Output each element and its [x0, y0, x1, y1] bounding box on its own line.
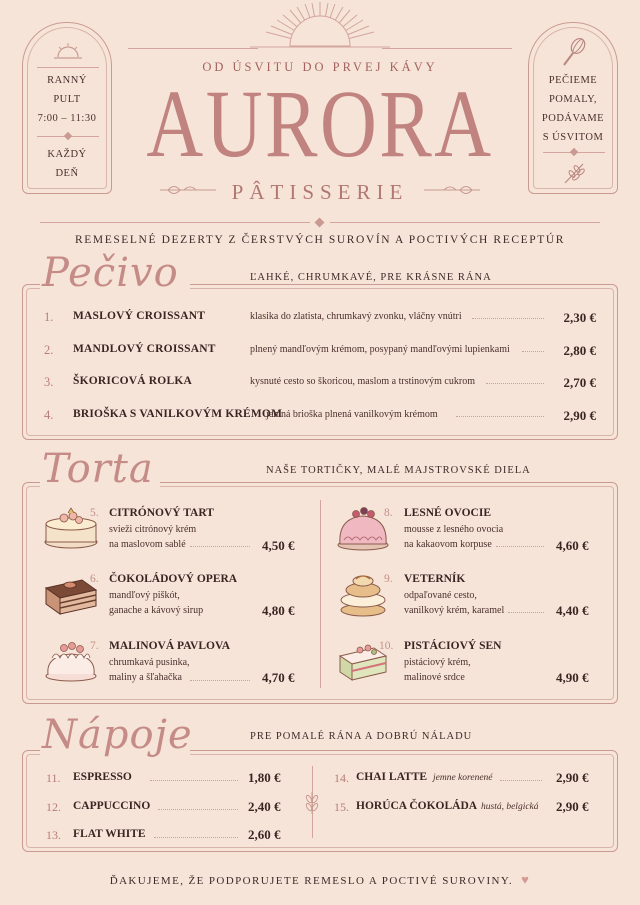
dot-leader — [500, 780, 542, 781]
dot-leader — [486, 383, 544, 384]
dot-leader — [150, 780, 238, 781]
item-price: 1,80 € — [248, 770, 281, 785]
item-name: CHAI LATTE — [356, 771, 428, 783]
item-number: 14. — [334, 771, 349, 785]
sunburst-ornament — [250, 0, 390, 60]
item-number: 5. — [90, 507, 99, 519]
pecivo-subtitle: ĽAHKÉ, CHRUMKAVÉ, PRE KRÁSNE RÁNA — [250, 272, 492, 283]
item-description: ganache a kávový sirup — [109, 605, 204, 616]
item-description: mousse z lesného ovocia — [404, 524, 504, 535]
item-description: svieži citrónový krém — [109, 524, 197, 535]
pecivo-title: Pečivo — [42, 250, 179, 296]
item-price: 4,40 € — [556, 603, 589, 618]
item-name: ČOKOLÁDOVÝ OPERA — [109, 573, 238, 585]
item-description: odpaľované cesto, — [404, 590, 477, 601]
brand-logo: AURORA — [146, 70, 494, 177]
dot-leader — [190, 680, 250, 681]
item-number: 2. — [44, 343, 54, 357]
item-description: na maslovom sablé — [109, 539, 186, 550]
item-name: ESPRESSO — [73, 771, 132, 783]
item-description: malinové srdce — [404, 672, 465, 683]
item-name: MALINOVÁ PAVLOVA — [109, 640, 231, 652]
item-description: klasika do zlatista, chrumkavý zvonku, vláčny vnútri — [250, 311, 462, 322]
sunrise-icon — [52, 41, 84, 61]
motto-line4: S ÚSVITOM — [542, 132, 604, 143]
item-price: 2,80 € — [563, 343, 596, 358]
footer-text: ĎAKUJEME, ŽE PODPORUJETE REMESLO A POCTIVÉ SUROVINY. — [109, 875, 513, 887]
item-description: mandľový piškót, — [109, 590, 180, 601]
torta-title: Torta — [42, 446, 154, 492]
item-description: na kakaovom korpuse — [404, 539, 492, 550]
item-description: chrumkavá pusinka, — [109, 657, 190, 668]
item-name: ŠKORICOVÁ ROLKA — [73, 375, 192, 387]
dot-leader — [154, 837, 238, 838]
hours-label-line1: RANNÝ — [47, 75, 87, 86]
item-price: 2,60 € — [248, 827, 281, 842]
item-price: 2,40 € — [248, 799, 281, 814]
item-number: 9. — [384, 573, 393, 585]
dot-leader — [456, 416, 544, 417]
item-price: 4,90 € — [556, 670, 589, 685]
column-divider — [320, 500, 321, 688]
item-price: 4,60 € — [556, 538, 589, 553]
item-description: maliny a šľahačka — [109, 672, 182, 683]
item-number: 7. — [90, 640, 99, 652]
item-number: 12. — [46, 800, 61, 814]
item-number: 10. — [379, 640, 394, 652]
diamond-icon — [315, 218, 325, 228]
intro-rule-left — [40, 222, 310, 223]
item-name: BRIOŠKA S VANILKOVÝM KRÉMOM — [73, 408, 283, 420]
item-number: 6. — [90, 573, 99, 585]
motto-line1: PEČIEME — [548, 75, 598, 86]
item-price: 4,50 € — [262, 538, 295, 553]
menu-item — [44, 343, 596, 363]
item-price: 2,70 € — [563, 375, 596, 390]
item-name: CITRÓNOVÝ TART — [109, 507, 214, 519]
item-name: HORÚCA ČOKOLÁDA — [356, 800, 478, 812]
item-description: pistáciový krém, — [404, 657, 471, 668]
item-name: PISTÁCIOVÝ SEN — [404, 640, 502, 652]
napoje-title: Nápoje — [42, 712, 193, 758]
item-number: 11. — [46, 771, 61, 785]
dot-leader — [158, 809, 238, 810]
item-name: CAPPUCCINO — [73, 800, 151, 812]
item-description: vanilkový krém, karamel — [404, 605, 505, 616]
item-note: jemne korenené — [433, 773, 493, 783]
item-name: LESNÉ OVOCIE — [404, 507, 492, 519]
menu-item — [44, 375, 596, 395]
napoje-subtitle: PRE POMALÉ RÁNA A DOBRÚ NÁLADU — [250, 731, 473, 742]
tagline: OD ÚSVITU DO PRVEJ KÁVY — [202, 60, 438, 74]
item-number: 4. — [44, 408, 54, 422]
item-price: 2,90 € — [563, 408, 596, 423]
header-rule-left — [128, 48, 258, 49]
item-number: 8. — [384, 507, 393, 519]
item-name: MANDLOVÝ CROISSANT — [73, 343, 216, 355]
footer-thanks — [0, 872, 640, 888]
brand-subtitle: PÂTISSERIE — [231, 180, 409, 204]
item-price: 4,80 € — [262, 603, 295, 618]
heart-icon: ♥ — [521, 872, 531, 887]
menu-item — [44, 408, 596, 428]
item-number: 3. — [44, 375, 54, 389]
right-flourish — [422, 181, 482, 199]
intro-rule-right — [330, 222, 600, 223]
item-price: 4,70 € — [262, 670, 295, 685]
menu-item — [44, 310, 596, 330]
item-description: plnený mandľovým krémom, posypaný mandľovými lupienkami — [250, 344, 510, 355]
hours-label-line2: PULT — [53, 94, 81, 105]
item-note: hustá, belgická — [481, 802, 539, 812]
item-name: FLAT WHITE — [73, 828, 146, 840]
item-price: 2,30 € — [563, 310, 596, 325]
item-price: 2,90 € — [556, 770, 589, 785]
header-rule-right — [382, 48, 512, 49]
item-description: kysnuté cesto so škoricou, maslom a trstinovým cukrom — [250, 376, 475, 387]
dot-leader — [190, 546, 250, 547]
torta-subtitle: NAŠE TORTIČKY, MALÉ MAJSTROVSKÉ DIELA — [266, 465, 531, 476]
dot-leader — [522, 351, 544, 352]
motto-line2: POMALY, — [548, 94, 598, 105]
dot-leader — [472, 318, 544, 319]
item-name: VETERNÍK — [404, 573, 466, 585]
dot-leader — [496, 546, 544, 547]
sprig-icon — [303, 790, 321, 816]
item-description: jemná brioška plnená vanilkovým krémom — [266, 409, 438, 420]
days-line2: DEŇ — [55, 168, 79, 179]
item-number: 1. — [44, 310, 54, 324]
intro-line: REMESELNÉ DEZERTY Z ČERSTVÝCH SUROVÍN A POCTIVÝCH RECEPTÚR — [74, 234, 566, 246]
item-price: 2,90 € — [556, 799, 589, 814]
hours-time: 7:00 – 11:30 — [37, 113, 97, 124]
motto-line3: PODÁVAME — [541, 113, 605, 124]
days-line1: KAŽDÝ — [47, 149, 87, 160]
dot-leader — [508, 612, 544, 613]
item-number: 15. — [334, 800, 349, 814]
item-number: 13. — [46, 828, 61, 842]
item-name: MASLOVÝ CROISSANT — [73, 310, 206, 322]
